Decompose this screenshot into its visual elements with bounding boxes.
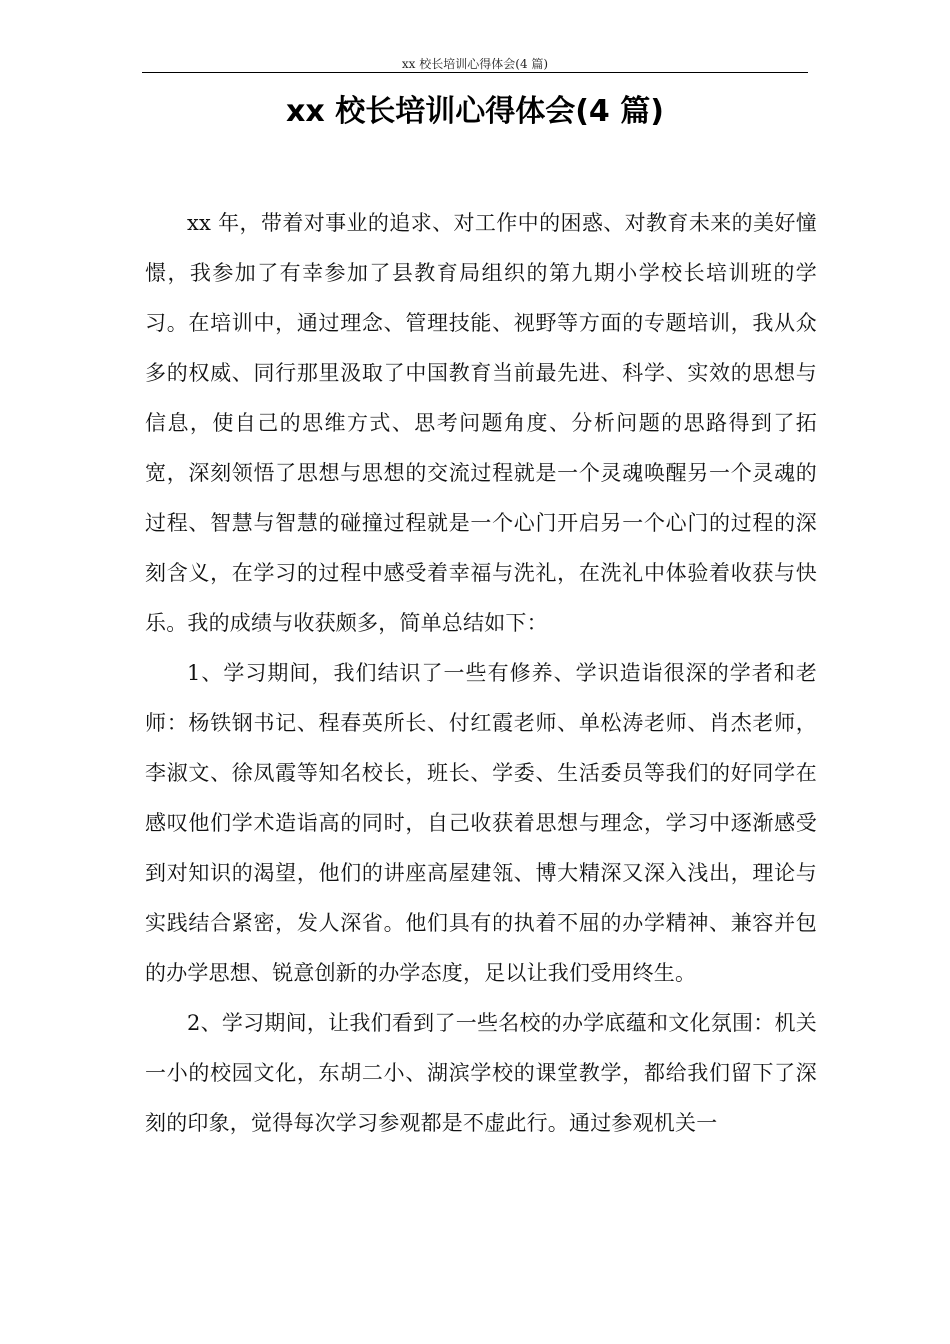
paragraph-point-2: 2、学习期间，让我们看到了一些名校的办学底蕴和文化氛围：机关一小的校园文化，东胡二小、湖滨学校的课堂教学，都给我们留下了深刻的印象，觉得每次学习参观都是不虚此行。通过参观机关一	[145, 1011, 817, 1135]
document-body	[145, 198, 817, 1148]
running-header: xx 校长培训心得体会(4 篇)	[401, 57, 549, 71]
document-title: xx 校长培训心得体会(4 篇)	[286, 94, 664, 129]
paragraph-intro: xx 年，带着对事业的追求、对工作中的困惑、对教育未来的美好憧憬，我参加了有幸参加了县教育局组织的第九期小学校长培训班的学习。在培训中，通过理念、管理技能、视野等方面的专题培训，我从众多的权威、同行那里汲取了中国教育当前最先进、科学、实效的思想与信息，使自己的思维方式、思考问题角度、分析问题的思路得到了拓宽，深刻领悟了思想与思想的交流过程就是一个灵魂唤醒另一个灵魂的过程、智慧与智慧的碰撞过程就是一个心门开启另一个心门的过程的深刻含义，在学习的过程中感受着幸福与洗礼，在洗礼中体验着收获与快乐。我的成绩与收获颇多，简单总结如下：	[145, 211, 817, 635]
header-divider	[142, 72, 808, 73]
paragraph-point-1: 1、学习期间，我们结识了一些有修养、学识造诣很深的学者和老师：杨铁钢书记、程春英所长、付红霞老师、单松涛老师、肖杰老师，李淑文、徐凤霞等知名校长，班长、学委、生活委员等我们的好同学在感叹他们学术造诣高的同时，自己收获着思想与理念，学习中逐渐感受到对知识的渴望，他们的讲座高屋建瓴、博大精深又深入浅出，理论与实践结合紧密，发人深省。他们具有的执着不屈的办学精神、兼容并包的办学思想、锐意创新的办学态度，足以让我们受用终生。	[145, 661, 817, 985]
